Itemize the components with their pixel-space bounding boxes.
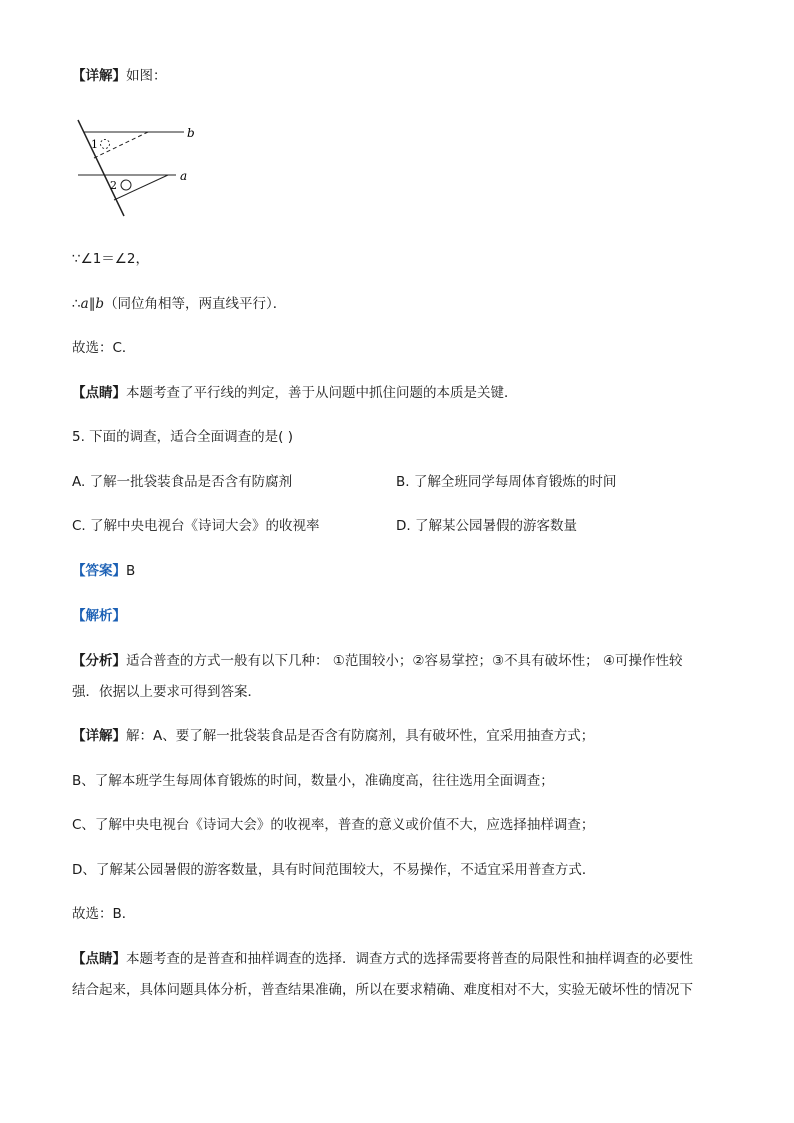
comment2-tag: 【点睛】 [72, 951, 126, 967]
detail-tag: 【详解】 [72, 68, 126, 84]
label-a: a [180, 169, 188, 183]
comment-tag: 【点睛】 [72, 385, 126, 401]
answer-line [72, 561, 135, 581]
therefore-symbol: ∴ [72, 296, 81, 312]
dashed-line [94, 132, 148, 158]
answer-value: B [126, 563, 136, 579]
label-angle-2: 2 [110, 179, 117, 192]
analysis-line-2: 强．依据以上要求可得到答案． [72, 684, 261, 700]
detail2-text-1: 解：A、要了解一批袋装食品是否含有防腐剂，具有破坏性，宜采用抽查方式； [126, 728, 595, 744]
option-b: B. 了解全班同学每周体育锻炼的时间 [396, 474, 617, 490]
transversal-line [78, 120, 124, 216]
detail2-line-3: C、了解中央电视台《诗词大会》的收视率，普查的意义或价值不大，应选择抽样调查； [72, 817, 595, 833]
since-line: ∵∠1＝∠2， [72, 251, 149, 267]
detail-paragraph-1 [72, 66, 167, 86]
option-d: D. 了解某公园暑假的游客数量 [396, 518, 577, 534]
comment2-line-1 [72, 949, 693, 969]
detail-text: 如图： [126, 68, 167, 84]
label-b: b [187, 126, 195, 140]
analysis-tag: 【分析】 [72, 653, 126, 669]
question-stem: 5. 下面的调查，适合全面调查的是( ) [72, 429, 293, 445]
angle-1-marker [101, 140, 110, 149]
angle-2-marker [121, 180, 131, 190]
choose-line-1: 故选：C． [72, 340, 136, 356]
var-a: a [80, 296, 89, 312]
detail2-line-4: D、了解某公园暑假的游客数量，具有时间范围较大，不易操作，不适宜采用普查方式． [72, 862, 596, 878]
detail2-tag: 【详解】 [72, 728, 126, 744]
var-b: b [95, 296, 105, 312]
option-a: A. 了解一批袋装食品是否含有防腐剂 [72, 474, 293, 490]
comment-paragraph-1 [72, 383, 518, 403]
comment-text: 本题考查了平行线的判定，善于从问题中抓住问题的本质是关键． [126, 385, 518, 401]
choose-line-2: 故选：B． [72, 906, 136, 922]
parallel-symbol: ∥ [88, 296, 96, 312]
reason-text: （同位角相等，两直线平行）． [104, 296, 287, 312]
analysis-heading: 【解析】 [72, 608, 126, 624]
comment2-line-2: 结合起来，具体问题具体分析，普查结果准确，所以在要求精确、难度相对不大，实验无破坏性的情况下 [72, 982, 693, 998]
comment2-text-1: 本题考查的是普查和抽样调查的选择．调查方式的选择需要将普查的局限性和抽样调查的必要性 [126, 951, 693, 967]
label-angle-1: 1 [91, 138, 98, 151]
therefore-line [72, 294, 286, 314]
answer-tag: 【答案】 [72, 563, 126, 579]
geometry-figure [72, 110, 212, 222]
analysis-line-1 [72, 651, 683, 671]
option-c: C. 了解中央电视台《诗词大会》的收视率 [72, 518, 320, 534]
detail2-line-1 [72, 726, 594, 746]
parallel-lines-diagram [72, 110, 212, 222]
detail2-line-2: B、了解本班学生每周体育锻炼的时间，数量小，准确度高，往往选用全面调查； [72, 773, 554, 789]
analysis-text-1: 适合普查的方式一般有以下几种： ①范围较小；②容易掌控；③不具有破坏性； ④可操作性较 [126, 653, 683, 669]
